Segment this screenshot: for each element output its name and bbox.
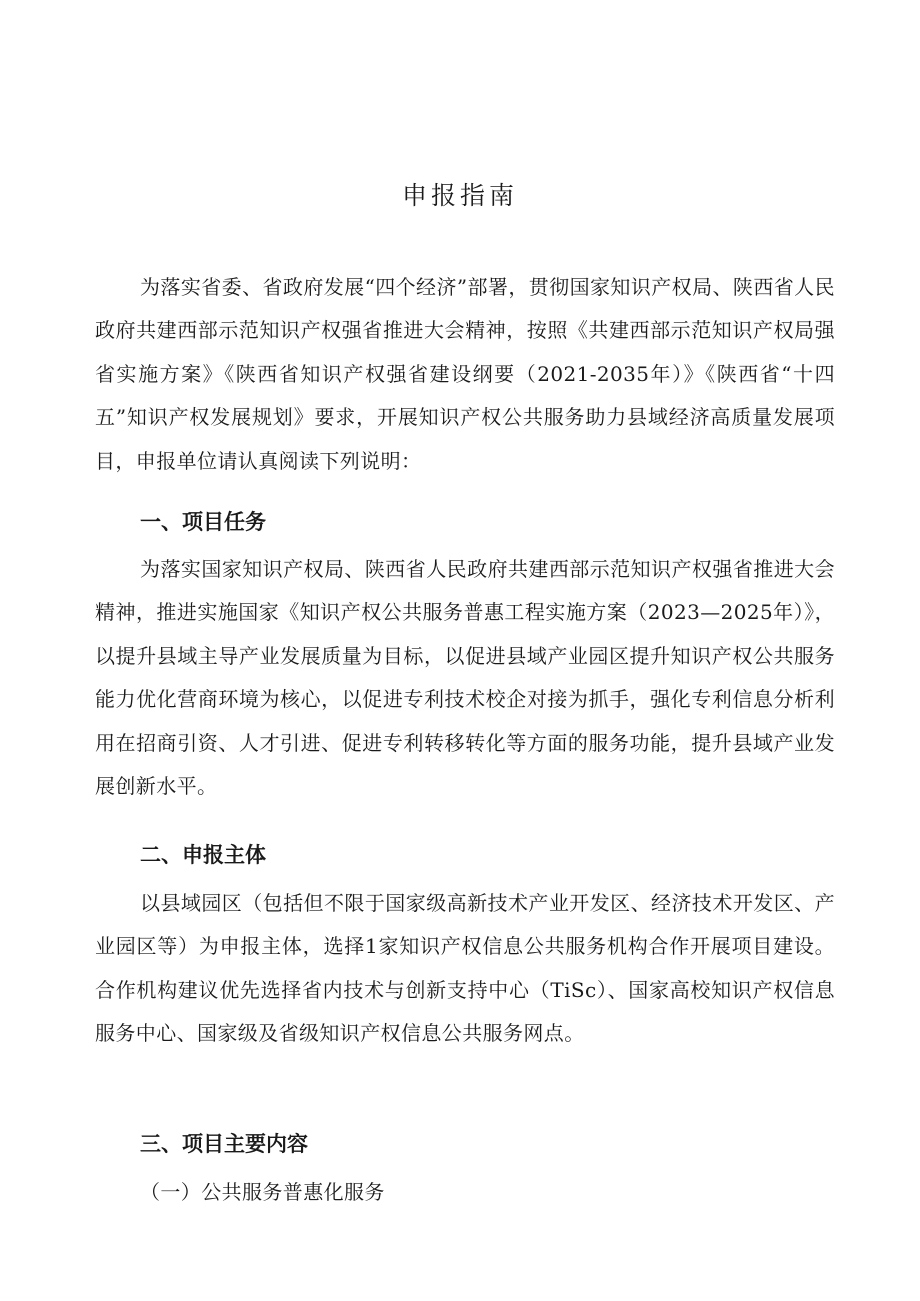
document-title: 申报指南 (401, 181, 518, 210)
subsection-heading-public-service: （一）公共服务普惠化服务 (140, 1180, 385, 1204)
section-heading-applicant: 二、申报主体 (140, 843, 266, 867)
section-paragraph-applicant: 以县域园区（包括但不限于国家级高新技术产业开发区、经济技术开发区、产业园区等）为申报主体，选择1家知识产权信息公共服务机构合作开展项目建设。合作机构建议优先选择省内技术与创新支持中心（TiSc）、国家高校知识产权信息服务中心、国家级及省级知识产权信息公共服务网点。 (95, 891, 835, 1046)
section-heading-main-content: 三、项目主要内容 (140, 1132, 308, 1156)
section-heading-project-tasks: 一、项目任务 (140, 510, 266, 534)
intro-paragraph: 为落实省委、省政府发展“四个经济”部署，贯彻国家知识产权局、陕西省人民政府共建西部示范知识产权强省推进大会精神，按照《共建西部示范知识产权局强省实施方案》《陕西省知识产权强省建设纲要（2021-2035年）》《陕西省“十四五”知识产权发展规划》要求，开展知识产权公共服务助力县域经济高质量发展项目，申报单位请认真阅读下列说明： (95, 275, 835, 473)
section-paragraph-project-tasks: 为落实国家知识产权局、陕西省人民政府共建西部示范知识产权强省推进大会精神，推进实施国家《知识产权公共服务普惠工程实施方案（2023—2025年）》，以提升县域主导产业发展质量为目标，以促进县域产业园区提升知识产权公共服务能力优化营商环境为核心，以促进专利技术校企对接为抓手，强化专利信息分析利用在招商引资、人才引进、促进专利转移转化等方面的服务功能，提升县域产业发展创新水平。 (95, 557, 835, 799)
